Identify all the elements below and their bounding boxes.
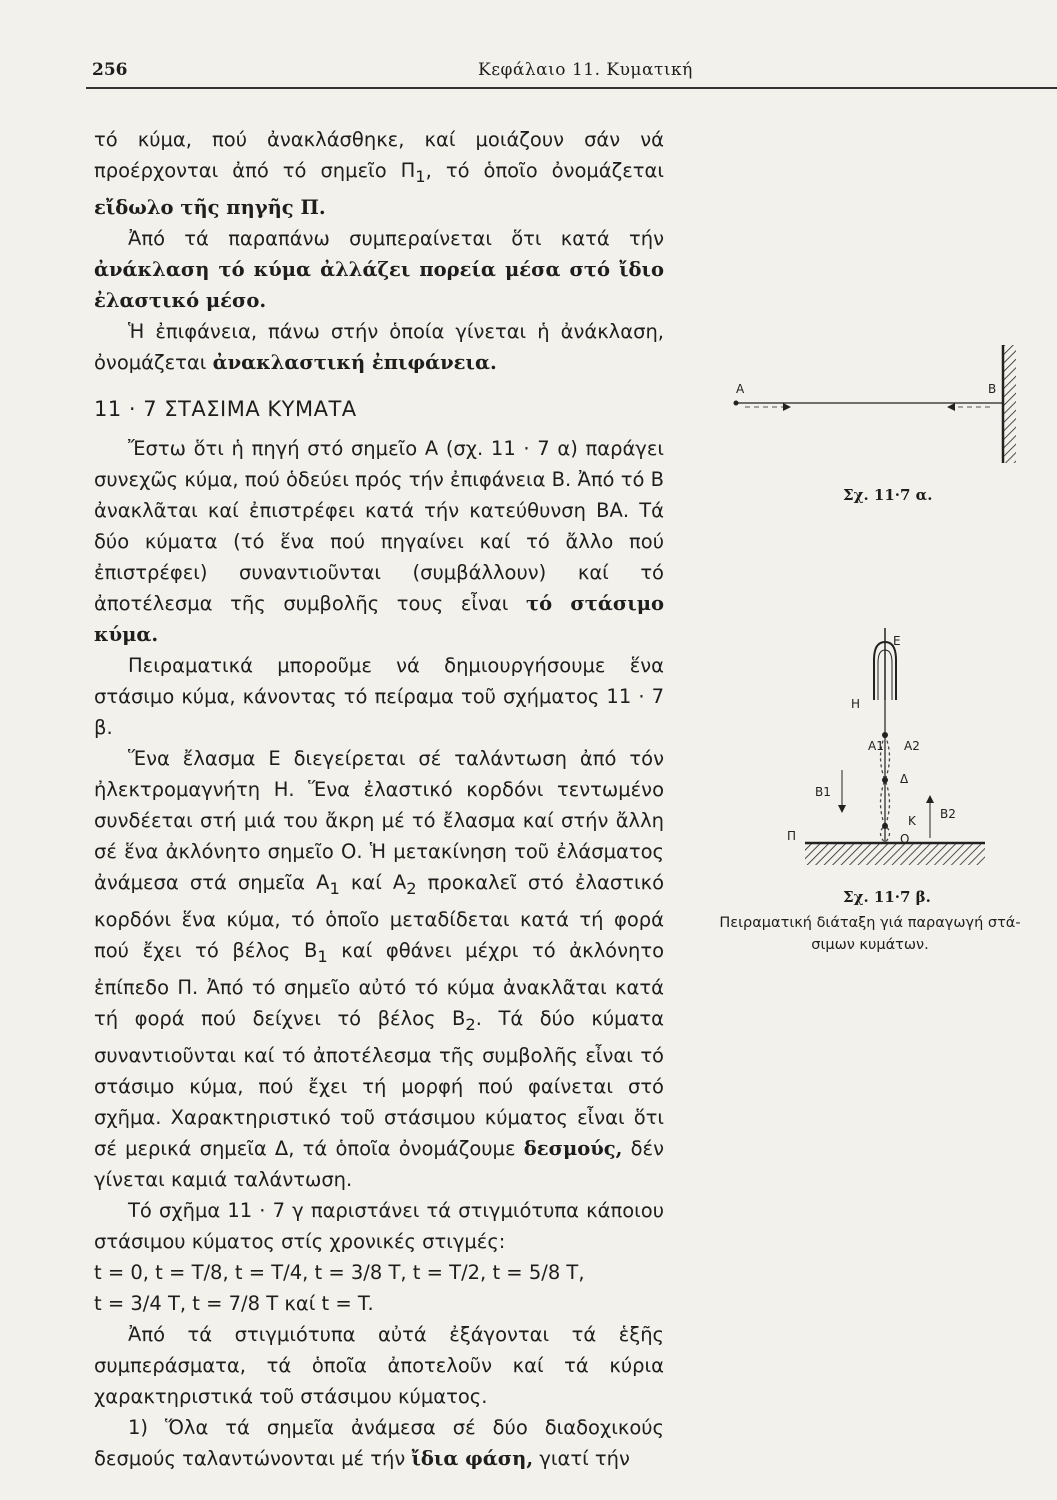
text-span: . Τά δύο κύματα συναντιοῦνται καί τό ἀποτέλεσμα τῆς συμβολῆς εἶναι τό στάσιμο κύμα, πού ἔχει τή μορφή πού φαίνεται στό σχῆμα. Χαρακτηριστικό τοῦ στάσιμου κύματος εἶναι ὅτι σέ μερικά σημεῖα Δ, τά ὁποῖα ὀνομάζουμε [94,1006,664,1160]
text-span: , τό ὁποῖο ὀνομάζεται [425,159,664,182]
text-span: Τό σχῆμα 11 · 7 γ παριστάνει τά στιγμιότυπα κάποιου στάσιμου κύματος στίς χρονικές στιγμές: [94,1198,664,1253]
reflecting-wall [1003,345,1016,463]
label-a1: Α1 [868,739,884,753]
text-span: Ἔστω ὅτι ἡ πηγή στό σημεῖο Α (σχ. 11 · 7 α) παράγει συνεχῶς κύμα, πού ὁδεύει πρός τήν ἐπιφάνεια Β. Ἀπό τό Β ἀνακλᾶται καί ἐπιστρέφει κατά τήν κατεύθυνση ΒΑ. Τά δύο κύματα (τό ἕνα πού πηγαίνει καί τό ἄλλο πού ἐπιστρέφει) συναντιοῦνται (συμβάλλουν) καί τό ἀποτέλεσμα τῆς συμβολῆς τους εἶναι [94,436,664,615]
figure-b-caption [695,912,1045,956]
bold-term: ἀνάκλαση τό κύμα ἀλλάζει πορεία μέσα στό ἴδιο ἐλαστικό μέσο. [94,257,664,312]
node-point [882,732,888,738]
section-heading: 11 · 7 ΣΤΑΣΙΜΑ ΚΥΜΑΤΑ [94,396,357,421]
figure-a [734,345,1017,463]
label-a: Α [736,382,745,396]
label-a2: Α2 [904,739,920,753]
label-b2: Β2 [940,807,956,821]
subscript: 2 [406,878,417,898]
subscript: 1 [329,878,340,898]
figure-b-caption-title: Σχ. 11·7 β. [843,888,931,906]
text-span: 1) Ὅλα τά σημεῖα ἀνάμεσα σέ δύο διαδοχικούς δεσμούς ταλαντώνονται μέ τήν [94,1415,664,1470]
caption-line: Πειραματική διάταξη γιά παραγωγή στά- [719,915,1021,931]
subscript: 1 [317,946,328,966]
subscript: 2 [465,1014,476,1034]
text-span: προκαλεῖ στό ἐλαστικό κορδόνι ἕνα κύμα, τό ὁποῖο μεταδίδεται κατά τή φορά πού ἔχει τό βέλος Β [94,870,665,962]
bold-term: ἴδια φάση, [411,1446,534,1470]
figure-b [787,628,985,865]
chapter-title: Κεφάλαιο 11. Κυματική [478,60,693,80]
text-span: Ἡ ἐπιφάνεια, πάνω στήν ὁποία γίνεται ἡ ἀνάκλαση, ὀνομάζεται [94,319,664,374]
time-list-1: t = 0, t = T/8, t = T/4, t = 3/8 T, t = T/2, t = 5/8 T, [94,1260,585,1284]
paragraph-8: Ἀπό τά στιγμιότυπα αὐτά ἐξάγονται τά ἑξῆς συμπεράσματα, τά ὁποῖα ἀποτελοῦν καί τά κύρια χαρακτηριστικά τοῦ στάσιμου κύματος. [94,1322,664,1408]
page-number: 256 [92,60,128,80]
bold-term: ἀνακλαστική ἐπιφάνεια. [212,350,497,374]
bold-term: εἴδωλο τῆς πηγῆς Π. [94,195,326,219]
bold-term: δεσμούς, [523,1136,623,1160]
node-point [882,823,888,829]
label-b: Β [988,382,997,396]
time-list-2: t = 3/4 T, t = 7/8 T καί t = T. [94,1291,374,1315]
label-b1: Β1 [815,785,831,799]
paragraph-5: Πειραματικά μποροῦμε νά δημιουργήσουμε ἕνα στάσιμο κύμα, κάνοντας τό πείραμα τοῦ σχήματος 11 · 7 β. [94,653,664,739]
label-e: Ε [893,634,901,648]
text-span: καί φθάνει μέχρι τό ἀκλόνητο ἐπίπεδο Π. Ἀπό τό σημεῖο αὐτό τό κύμα ἀνακλᾶται κατά τή φορά πού δείχνει τό βέλος Β [94,938,664,1030]
label-o: Ο [900,832,910,846]
text-span: Ἀπό τά παραπάνω συμπεραίνεται ὅτι κατά τήν [128,226,664,250]
subscript: 1 [415,166,426,186]
text-span: δέν γίνεται καμιά ταλάντωση. [94,1136,664,1191]
node-point [882,777,888,783]
label-antinode: Κ [908,814,916,828]
label-h: Η [851,697,861,711]
bold-term: τό στάσιμο κύμα. [94,591,664,646]
fixed-plane [805,843,985,865]
label-p: Π [787,829,797,843]
figure-a-caption: Σχ. 11·7 α. [843,486,933,504]
text-span: Ἕνα ἔλασμα Ε διεγείρεται σέ ταλάντωση ἀπό τόν ἠλεκτρομαγνήτη Η. Ἕνα ἐλαστικό κορδόνι τεντωμένο συνδέεται στή μιά του ἄκρη μέ τό ἔλασμα καί στήν ἄλλη σέ ἕνα ἀκλόνητο σημεῖο Ο. Ἡ μετακίνηση τοῦ ἐλάσματος ἀνάμεσα στά σημεῖα Α [94,746,664,894]
text-span: καί Α [339,870,407,894]
text-span: τό κύμα, πού ἀνακλάσθηκε, καί μοιάζουν σάν νά προέρχονται ἀπό τό σημεῖο Π [94,128,664,182]
text-span: γιατί τήν [533,1446,630,1470]
caption-line: σιμων κυμάτων. [811,937,929,953]
label-node: Δ [900,772,909,786]
